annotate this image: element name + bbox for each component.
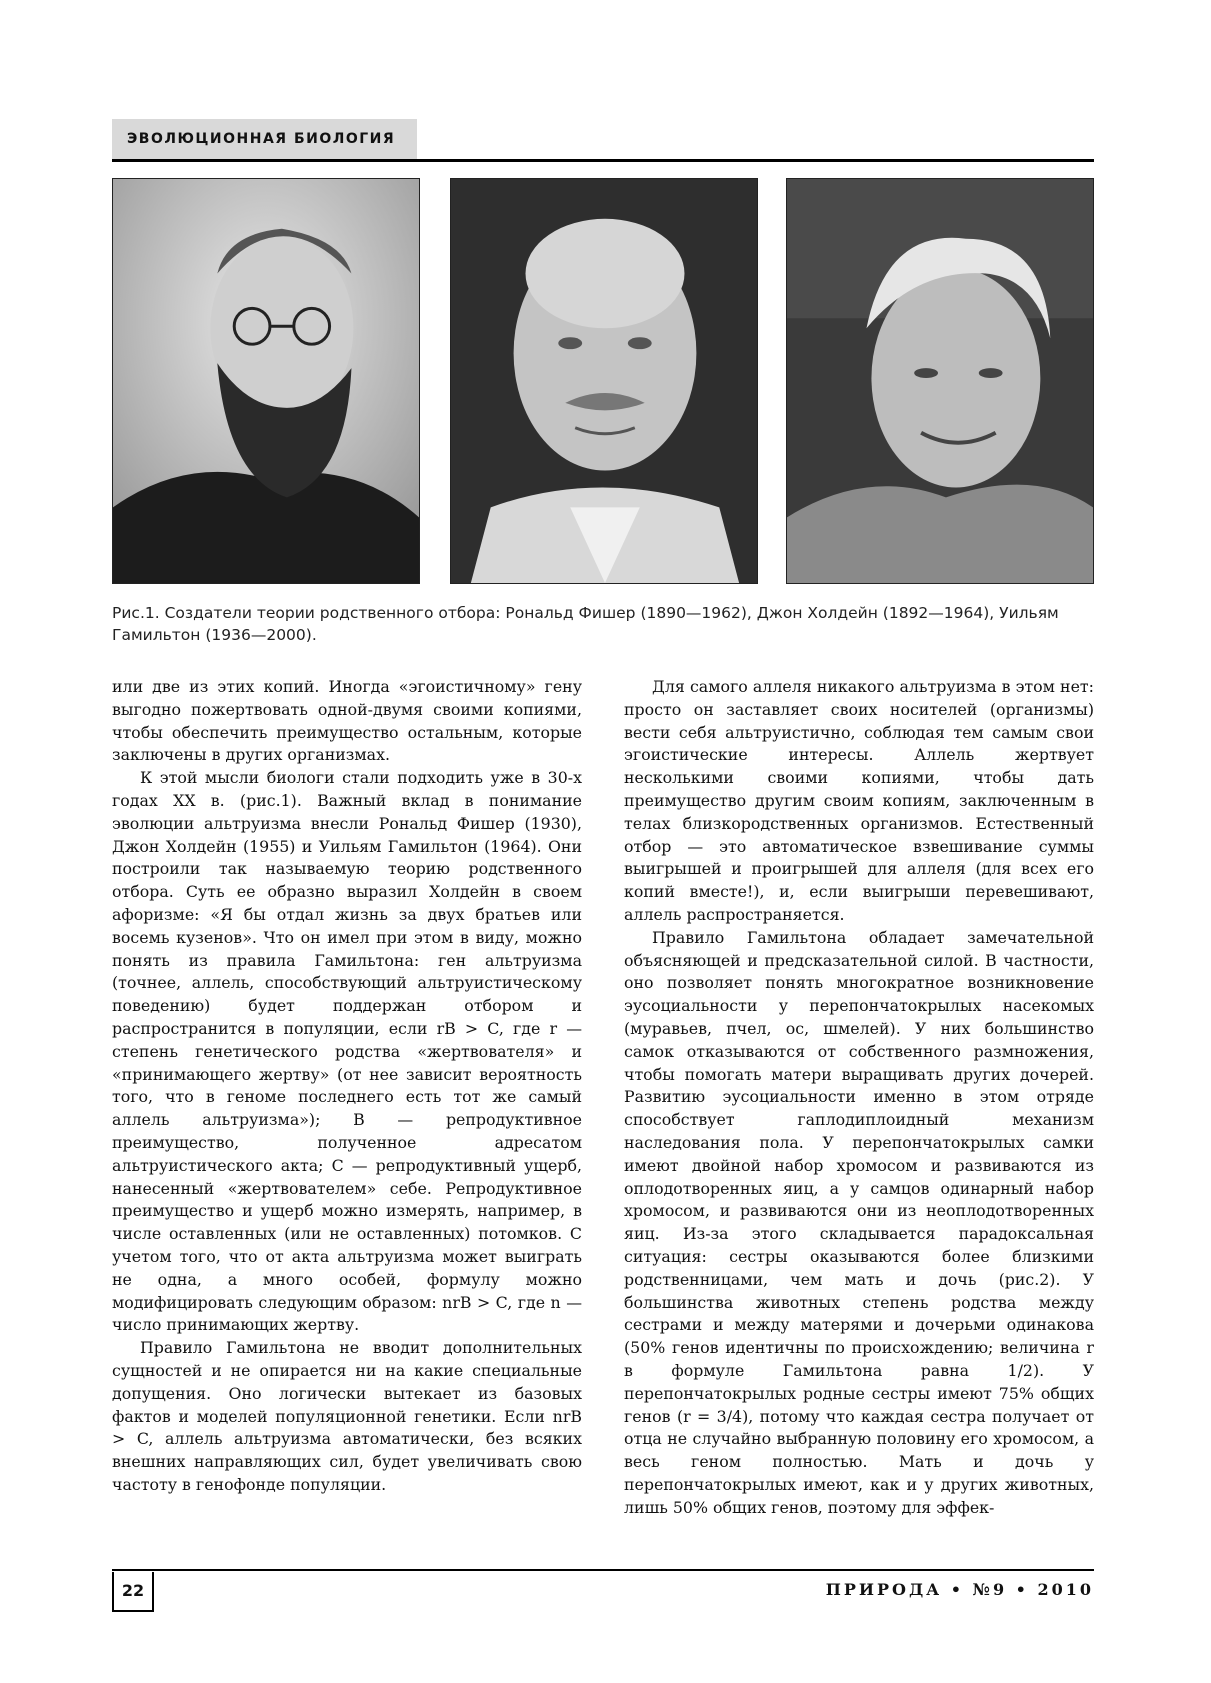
page-number: 22 <box>112 1572 154 1612</box>
footer-rule <box>112 1569 1094 1571</box>
journal-info: ПРИРОДА • №9 • 2010 <box>825 1580 1094 1599</box>
john-haldane-photo <box>450 178 758 584</box>
left-column <box>112 676 582 1497</box>
right-column <box>624 676 1094 1519</box>
william-hamilton-photo <box>786 178 1094 584</box>
paragraph: или две из этих копий. Иногда «эгоистичному» гену выгодно пожертвовать одной-двумя своими копиями, чтобы обеспечить преимущество остальным, которые заключены в других организмах. <box>112 677 582 765</box>
paragraph: К этой мысли биологи стали подходить уже в 30-х годах XX в. (рис.1). Важный вклад в понимание эволюции альтруизма внесли Рональд Фишер (1930), Джон Холдейн (1955) и Уильям Гамильтон (1964). Они построили так называемую теорию родственного отбора. Суть ее образно выразил Холдейн в своем афоризме: «Я бы отдал жизнь за двух братьев или восемь кузенов». Что он имел при этом в виду, можно понять из правила Гамильтона: ген альтруизма (точнее, аллель, способствующий альтруистическому поведению) будет поддержан отбором и распространится в популяции, если rB > C, где r — степень генетического родства «жертвователя» и «принимающего жертву» (от нее зависит вероятность того, что в геноме последнего есть тот же самый аллель альтруизма»); B — репродуктивное преимущество, полученное адресатом альтруистического акта; C — репродуктивный ущерб, нанесенный «жертвователем» себе. Репродуктивное преимущество и ущерб можно измерять, например, в числе оставленных (или не оставленных) потомков. С учетом того, что от акта альтруизма может выиграть не одна, а много особей, формулу можно модифицировать следующим образом: nrB > C, где n — число принимающих жертву. <box>112 768 582 1335</box>
paragraph: Правило Гамильтона обладает замечательной объясняющей и предсказательной силой. В частности, оно позволяет понять многократное возникновение эусоциальности у перепончатокрылых насекомых (муравьев, пчел, ос, шмелей). У них большинство самок отказываются от собственного размножения, чтобы помогать матери выращивать других дочерей. Развитию эусоциальности именно в этом отряде способствует гаплодиплоидный механизм наследования пола. У перепончатокрылых самки имеют двойной набор хромосом и развиваются из оплодотворенных яиц, а у самцов одинарный набор хромосом, и развиваются они из неоплодотворенных яиц. Из-за этого складывается парадоксальная ситуация: сестры оказываются более близкими родственницами, чем мать и дочь (рис.2). У большинства животных степень родства между сестрами и между матерями и дочерьми одинакова (50% генов идентичны по происхождению; величина r в формуле Гамильтона равна 1/2). У перепончатокрылых родные сестры имеют 75% общих генов (r = 3/4), потому что каждая сестра получает от отца не случайно выбранную половину его хромосом, а весь геном полностью. Мать и дочь у перепончатокрылых имеют, как и у других животных, лишь 50% общих генов, поэтому для эффек- <box>624 927 1094 1517</box>
figure-caption: Рис.1. Создатели теории родственного отбора: Рональд Фишер (1890—1962), Джон Холдейн (1892—1964), Уильям Гамильтон (1936—2000). <box>112 604 1059 644</box>
header-rule <box>112 159 1094 162</box>
section-title: ЭВОЛЮЦИОННАЯ БИОЛОГИЯ <box>112 119 417 159</box>
paragraph: Правило Гамильтона не вводит дополнительных сущностей и не опирается ни на какие специальные допущения. Оно логически вытекает из базовых фактов и моделей популяционной генетики. Если nrB > C, аллель альтруизма автоматически, без всяких внешних направляющих сил, будет увеличивать свою частоту в генофонде популяции. <box>112 1338 582 1494</box>
paragraph: Для самого аллеля никакого альтруизма в этом нет: просто он заставляет своих носителей (организмы) вести себя альтруистично, соблюдая тем самым свои эгоистические интересы. Аллель жертвует несколькими своими копиями, чтобы дать преимущество другим своим копиям, заключенным в телах близкородственных организмов. Естественный отбор — это автоматическое взвешивание суммы выигрышей и проигрышей для аллеля (для всех его копий вместе!), и, если выигрыши перевешивают, аллель распространяется. <box>624 677 1094 924</box>
ronald-fisher-photo <box>112 178 420 584</box>
